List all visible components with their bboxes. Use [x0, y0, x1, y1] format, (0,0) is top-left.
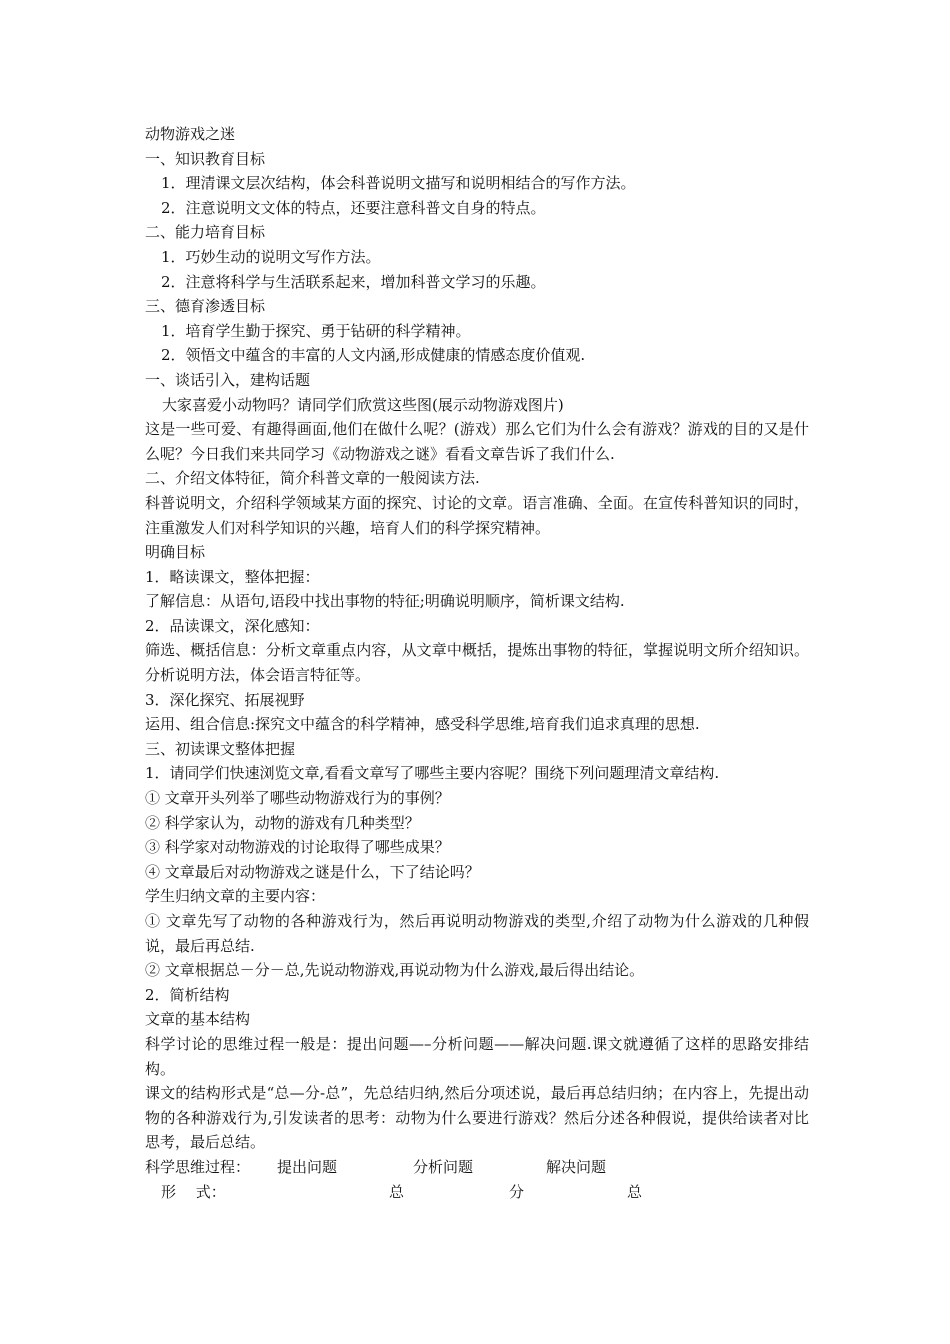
paragraph: 科学讨论的思维过程一般是：提出问题—–分析问题——解决问题.课文就遵循了这样的思路安排结构。	[145, 1034, 809, 1078]
answer-item: ② 文章根据总－分－总,先说动物游戏,再说动物为什么游戏,最后得出结论。	[145, 961, 645, 980]
paragraph: 这是一些可爱、有趣得画面,他们在做什么呢？(游戏）那么它们为什么会有游戏？游戏的目的又是什么呢？今日我们来共同学习《动物游戏之谜》看看文章告诉了我们什么.	[145, 420, 809, 463]
list-item: 1．培育学生勤于探究、勇于钻研的科学精神。	[161, 321, 471, 340]
section-heading: 三、初读课文整体把握	[145, 739, 296, 758]
cell: 总	[627, 1182, 643, 1201]
list-item: 3．深化探究、拓展视野	[145, 690, 305, 709]
list-item: 1．请同学们快速浏览文章,看看文章写了哪些主要内容呢？围绕下列问题理清文章结构.	[145, 764, 720, 783]
document-title: 动物游戏之迷	[145, 125, 236, 143]
section-heading: 二、介绍文体特征，简介科普文章的一般阅读方法.	[145, 469, 480, 488]
structure-row-form	[145, 1180, 809, 1205]
list-item: 1．略读课文，整体把握：	[145, 567, 320, 586]
document-body	[145, 122, 809, 1204]
section-heading: 三、德育渗透目标	[145, 297, 266, 316]
row-label: 科学思维过程：	[145, 1157, 251, 1176]
paragraph: 课文的结构形式是“总—分-总”，先总结归纳,然后分项述说，最后再总结归纳；在内容上，先提出动物的各种游戏行为,引发读者的思考：动物为什么要进行游戏？然后分述各种假说，提供给读者对比思考，最后总结。	[145, 1084, 809, 1152]
list-item: 2．领悟文中蕴含的丰富的人文内涵,形成健康的情感态度价值观.	[161, 346, 586, 365]
list-item: 2．注意将科学与生活联系起来，增加科普文学习的乐趣。	[161, 272, 546, 291]
section-heading: 明确目标	[145, 543, 206, 562]
answer-item: ① 文章先写了动物的各种游戏行为，然后再说明动物游戏的类型,介绍了动物为什么游戏的几种假说，最后再总结.	[145, 912, 809, 955]
question-item: ③ 科学家对动物游戏的讨论取得了哪些成果？	[145, 838, 450, 857]
section-heading: 二、能力培育目标	[145, 223, 266, 242]
structure-row-process	[145, 1155, 809, 1180]
question-item: ② 科学家认为，动物的游戏有几种类型？	[145, 813, 420, 832]
list-item: 1．巧妙生动的说明文写作方法。	[161, 247, 381, 266]
paragraph: 文章的基本结构	[145, 1010, 251, 1029]
paragraph: 运用、组合信息:探究文中蕴含的科学精神，感受科学思维,培育我们追求真理的思想.	[145, 715, 700, 734]
question-item: ④ 文章最后对动物游戏之谜是什么，下了结论吗？	[145, 862, 480, 881]
paragraph: 学生归纳文章的主要内容：	[145, 887, 326, 906]
paragraph: 了解信息：从语句,语段中找出事物的特征;明确说明顺序，简析课文结构.	[145, 592, 625, 611]
question-item: ① 文章开头列举了哪些动物游戏行为的事例？	[145, 789, 450, 808]
section-heading: 一、谈话引入，建构话题	[145, 370, 311, 389]
section-heading: 一、知识教育目标	[145, 149, 266, 168]
cell: 总	[389, 1182, 405, 1201]
list-item: 2．注意说明文文体的特点，还要注意科普文自身的特点。	[161, 198, 546, 217]
cell: 分析问题	[413, 1157, 474, 1176]
list-item: 1．理清课文层次结构，体会科普说明文描写和说明相结合的写作方法。	[161, 174, 636, 193]
cell: 提出问题	[277, 1157, 338, 1176]
row-label: 形 式：	[161, 1182, 226, 1201]
list-item: 2．品读课文，深化感知：	[145, 616, 320, 635]
cell: 解决问题	[546, 1157, 607, 1176]
paragraph: 筛选、概括信息：分析文章重点内容，从文章中概括，提炼出事物的特征，掌握说明文所介绍知识。分析说明方法，体会语言特征等。	[145, 641, 809, 685]
cell: 分	[509, 1182, 525, 1201]
paragraph: 科普说明文，介绍科学领域某方面的探究、讨论的文章。语言准确、全面。在宣传科普知识的同时，注重激发人们对科学知识的兴趣，培育人们的科学探究精神。	[145, 493, 809, 537]
paragraph: 大家喜爱小动物吗？请同学们欣赏这些图(展示动物游戏图片)	[162, 395, 564, 414]
list-item: 2．简析结构	[145, 985, 230, 1004]
